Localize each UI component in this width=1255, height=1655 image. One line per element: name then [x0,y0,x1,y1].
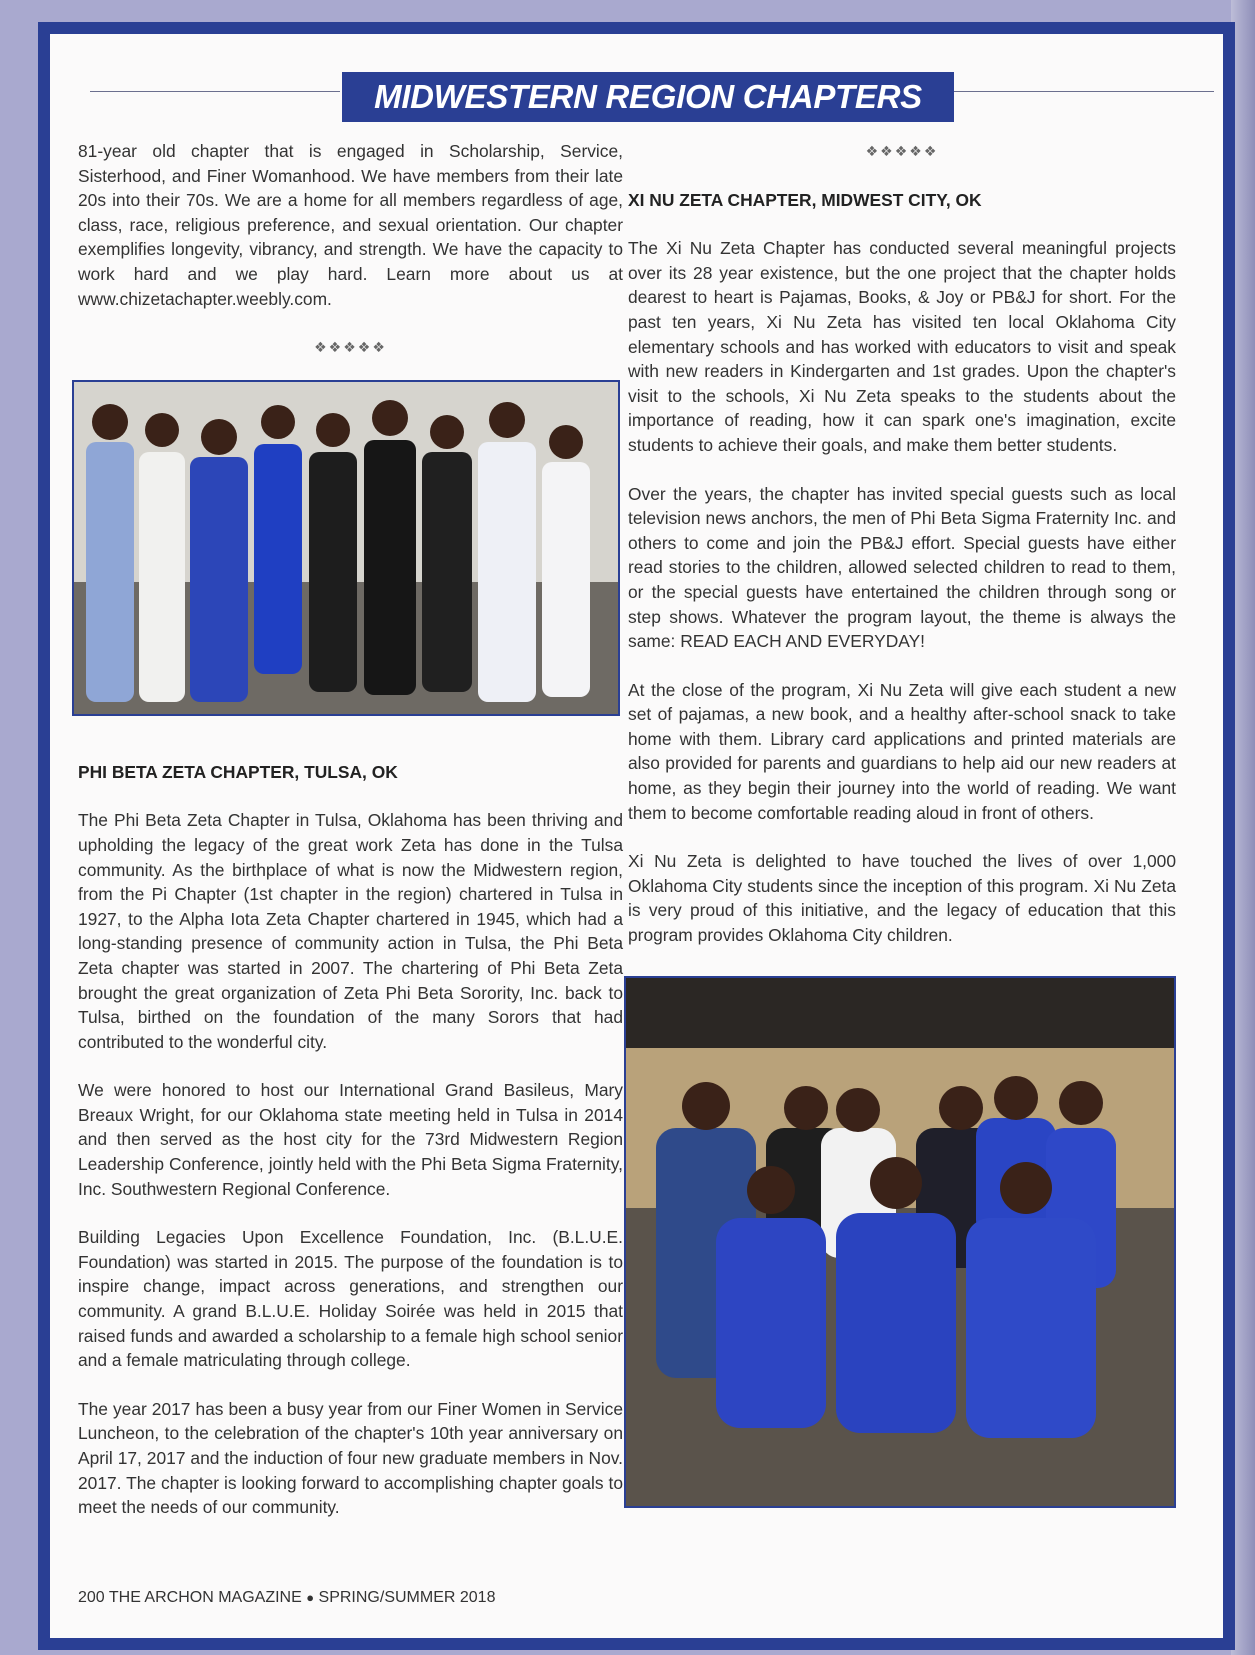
page-content [50,34,1223,1638]
magazine-name: THE ARCHON MAGAZINE [108,1589,302,1606]
left-column [78,139,623,1520]
section-heading-phi-beta-zeta: PHI BETA ZETA CHAPTER, TULSA, OK [78,761,398,782]
section-divider: ❖❖❖❖❖ [314,339,387,356]
group-photo-phi-beta-zeta [72,380,620,716]
xi-nu-zeta-paragraph-3: At the close of the program, Xi Nu Zeta will give each student a new set of pajamas, a new book, and a healthy after-school snack to take home with them. Library card applications and printed materials are also provided for parents and guardians to help aid our new readers at home, as they begin their journey into the world of reading. We want them to become comfortable reading aloud in front of others. [628,679,1176,823]
issue-label: SPRING/SUMMER 2018 [318,1589,496,1606]
xi-nu-zeta-paragraph-1: The Xi Nu Zeta Chapter has conducted several meaningful projects over its 28 year existence, but the one project that the chapter holds dearest to heart is Pajamas, Books, & Joy or PB&J for short. For the past ten years, Xi Nu Zeta has visited ten local Oklahoma City elementary schools and has worked with educators to visit and speak with new readers in Kindergarten and 1st grades. Upon the chapter's visit to the schools, Xi Nu Zeta speaks to the students about the importance of reading, how it can spark one's imagination, excite students to achieve their goals, and make them better students. [628,238,1176,455]
magazine-page [38,22,1235,1650]
phi-beta-zeta-paragraph-1: The Phi Beta Zeta Chapter in Tulsa, Oklahoma has been thriving and upholding the legacy of the great work Zeta has done in the Tulsa community. As the birthplace of what is now the Midwestern region, from the Pi Chapter (1st chapter in the region) chartered in Tulsa in 1927, to the Alpha Iota Zeta Chapter chartered in 1945, which had a long-standing presence of community action in Tulsa, the Phi Beta Zeta chapter was started in 2007. The chartering of Phi Beta Zeta brought the great organization of Zeta Phi Beta Sorority, Inc. back to Tulsa, birthed on the foundation of the many Sorors that had contributed to the wonderful city. [78,810,623,1052]
phi-beta-zeta-paragraph-4: The year 2017 has been a busy year from our Finer Women in Service Luncheon, to the celebration of the chapter's 10th year anniversary on April 17, 2017 and the induction of four new graduate members in Nov. 2017. The chapter is looking forward to accomplishing chapter goals to meet the needs of our community. [78,1398,623,1518]
intro-paragraph: 81-year old chapter that is engaged in Scholarship, Service, Sisterhood, and Finer Womanhood. We have members from their late 20s into their 70s. We are a home for all members regardless of age, class, race, religious preference, and sexual orientation. Our chapter exemplifies longevity, vibrancy, and strength. We have the capacity to work hard and we play hard. Learn more about us at www.chizetachapter.weebly.com. [78,141,623,309]
xi-nu-zeta-paragraph-4: Xi Nu Zeta is delighted to have touched the lives of over 1,000 Oklahoma City students since the inception of this program. Xi Nu Zeta is very proud of this initiative, and the legacy of education that this program provides Oklahoma City children. [628,851,1176,946]
header-rule-left [90,91,340,92]
group-photo-xi-nu-zeta [624,976,1176,1508]
section-divider-right: ❖❖❖❖❖ [865,143,939,159]
page-number: 200 [78,1589,105,1606]
phi-beta-zeta-paragraph-3: Building Legacies Upon Excellence Foundation, Inc. (B.L.U.E. Foundation) was started in 2015. The purpose of the foundation is to inspire change, impact across generations, and strengthen our community. A grand B.L.U.E. Holiday Soirée was held in 2015 that raised funds and awarded a scholarship to a female high school senior and a female matriculating through college. [78,1227,623,1371]
photo-illustration [74,382,618,714]
phi-beta-zeta-paragraph-2: We were honored to host our International Grand Basileus, Mary Breaux Wright, for our Oklahoma state meeting held in Tulsa in 2014 and then served as the host city for the 73rd Midwestern Region Leadership Conference, jointly held with the Phi Beta Sigma Fraternity, Inc. Southwestern Regional Conference. [78,1080,623,1199]
footer-bullet: ● [306,1590,315,1605]
page-footer [78,1589,495,1607]
page-title: MIDWESTERN REGION CHAPTERS [342,72,954,122]
header-rule-right [954,91,1214,92]
right-column [628,139,1176,1508]
section-heading-xi-nu-zeta: XI NU ZETA CHAPTER, MIDWEST CITY, OK [628,189,982,210]
photo-illustration-2 [626,978,1174,1506]
xi-nu-zeta-paragraph-2: Over the years, the chapter has invited special guests such as local television news anchors, the men of Phi Beta Sigma Fraternity Inc. and others to come and join the PB&J effort. Special guests have either read stories to the children, allowed selected children to read to them, or the special guests have entertained the children through song or step shows. Whatever the program layout, the theme is always the same: READ EACH AND EVERYDAY! [628,483,1176,652]
